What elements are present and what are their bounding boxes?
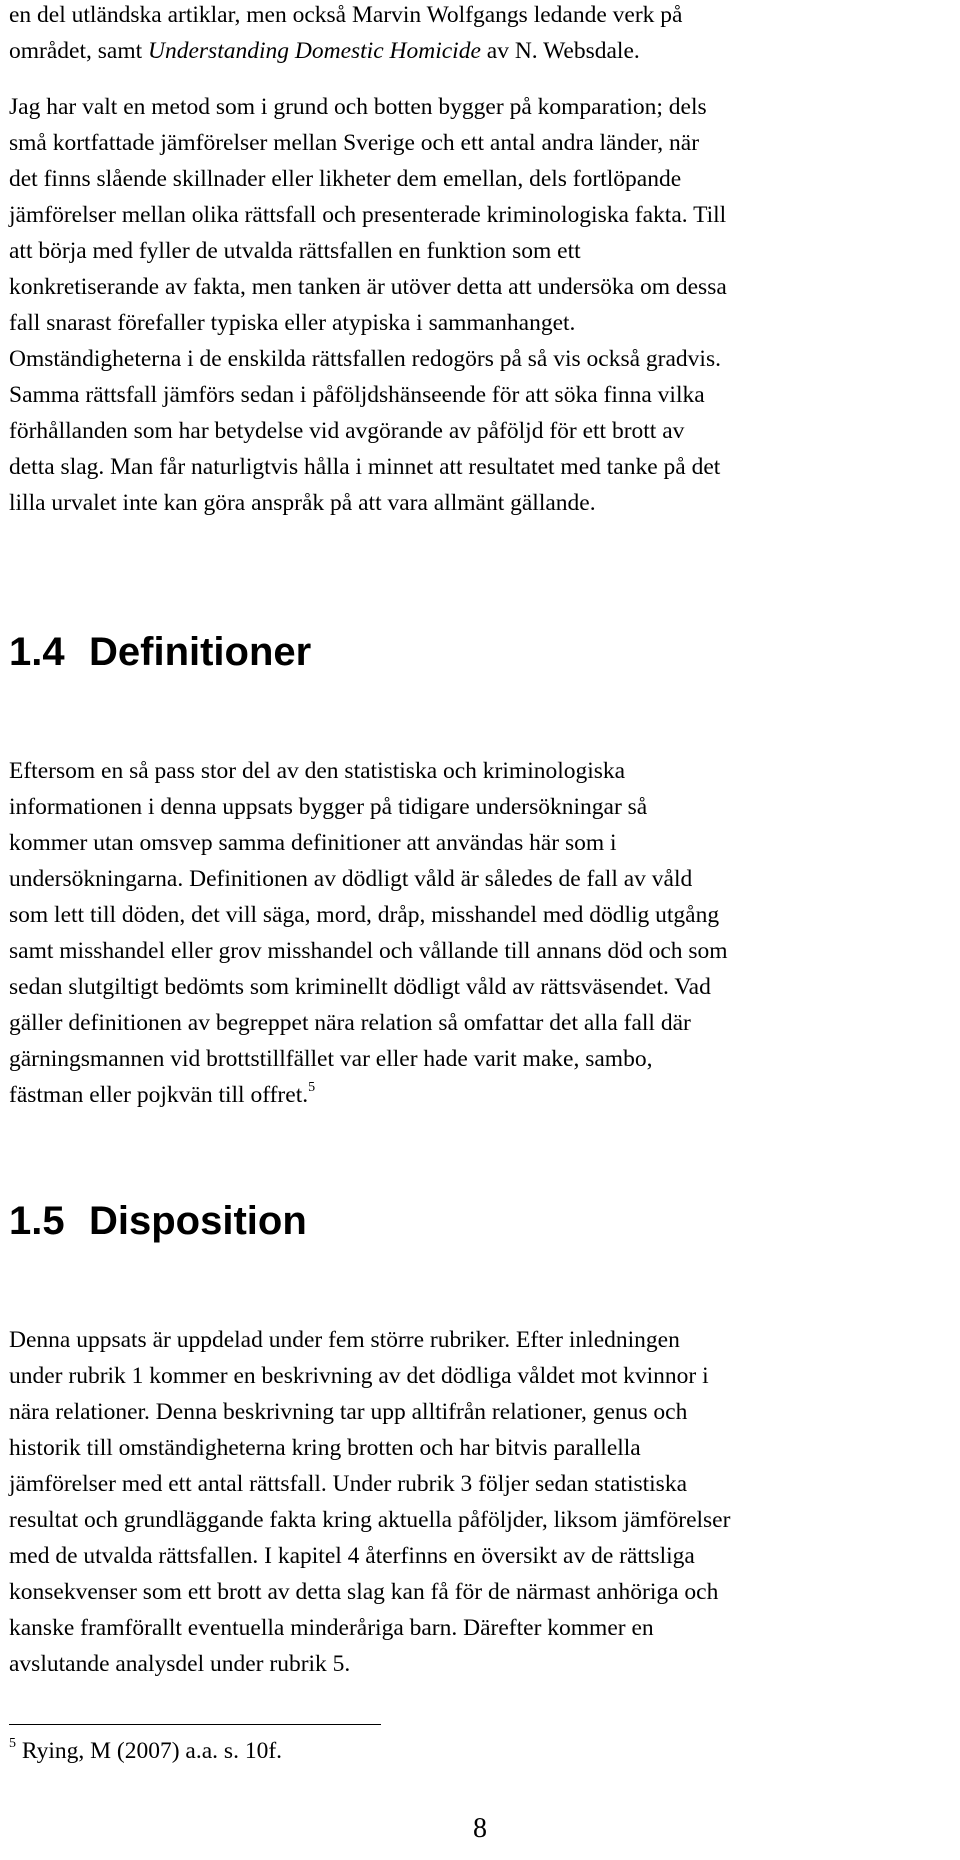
page-number: 8: [473, 1813, 487, 1844]
text-line: resultat och grundläggande fakta kring aktuella påföljder, liksom jämförelser: [9, 1507, 731, 1533]
text-line: nära relationer. Denna beskrivning tar upp alltifrån relationer, genus och: [9, 1399, 688, 1425]
text-line: lilla urvalet inte kan göra anspråk på att vara allmänt gällande.: [9, 490, 596, 516]
text-line: Denna uppsats är uppdelad under fem större rubriker. Efter inledningen: [9, 1327, 680, 1353]
footnote-number: 5: [9, 1736, 16, 1751]
text-line: detta slag. Man får naturligtvis hålla i minnet att resultatet med tanke på det: [9, 454, 721, 480]
text-line: fästman eller pojkvän till offret.$^5$: [9, 1080, 316, 1108]
text-line: att börja med fyller de utvalda rättsfallen en funktion som ett: [9, 238, 581, 264]
text-line: det finns slående skillnader eller likheter dem emellan, dels fortlöpande: [9, 166, 682, 192]
text-line: konkretiserande av fakta, men tanken är utöver detta att undersöka om dessa: [9, 274, 727, 300]
text-line: Omständigheterna i de enskilda rättsfallen redogörs på så vis också gradvis.: [9, 346, 721, 372]
definitions-paragraph: [9, 753, 949, 1113]
section-heading-disposition: [9, 1198, 307, 1244]
intro-paragraph: [9, 0, 949, 69]
text-line: under rubrik 1 kommer en beskrivning av det dödliga våldet mot kvinnor i: [9, 1363, 709, 1389]
text-line: samt misshandel eller grov misshandel och vållande till annans död och som: [9, 938, 728, 964]
footnote: [9, 1735, 282, 1767]
text-line: avslutande analysdel under rubrik 5.: [9, 1651, 351, 1677]
method-paragraph: [9, 89, 949, 521]
text-line: historik till omständigheterna kring brotten och har bitvis parallella: [9, 1435, 641, 1461]
text-line: Jag har valt en metod som i grund och botten bygger på komparation; dels: [9, 94, 707, 120]
text-line: som lett till döden, det vill säga, mord, dråp, misshandel med dödlig utgång: [9, 902, 720, 928]
text-line: undersökningarna. Definitionen av dödligt våld är således de fall av våld: [9, 866, 693, 892]
text-line: kommer utan omsvep samma definitioner att användas här som i: [9, 830, 617, 856]
disposition-paragraph: [9, 1322, 949, 1682]
text-line: jämförelser mellan olika rättsfall och presenterade kriminologiska fakta. Till: [9, 202, 727, 228]
text-line: Eftersom en så pass stor del av den statistiska och kriminologiska: [9, 758, 626, 784]
text-line: med de utvalda rättsfallen. I kapitel 4 återfinns en översikt av de rättsliga: [9, 1543, 695, 1569]
footnote-divider: [9, 1724, 381, 1725]
text-line: jämförelser med ett antal rättsfall. Under rubrik 3 följer sedan statistiska: [9, 1471, 688, 1497]
text-line: små kortfattade jämförelser mellan Sverige och ett antal andra länder, när: [9, 130, 700, 156]
footnote-reference: 5: [308, 1080, 316, 1095]
section-title: Definitioner: [89, 630, 312, 674]
section-number: 1.5: [9, 1199, 65, 1243]
text-line: Samma rättsfall jämförs sedan i påföljdshänseende för att söka finna vilka: [9, 382, 705, 408]
section-number: 1.4: [9, 630, 65, 674]
text-line: förhållanden som har betydelse vid avgörande av påföljd för ett brott av: [9, 418, 685, 444]
section-title: Disposition: [89, 1199, 307, 1243]
text-line: informationen i denna uppsats bygger på tidigare undersökningar så: [9, 794, 648, 820]
text-line: gäller definitionen av begreppet nära relation så omfattar det alla fall där: [9, 1010, 691, 1036]
text-line: en del utländska artiklar, men också Marvin Wolfgangs ledande verk på: [9, 2, 683, 28]
section-heading-definitions: [9, 629, 311, 675]
text-line: sedan slutgiltigt bedömts som kriminellt dödligt våld av rättsväsendet. Vad: [9, 974, 711, 1000]
text-line: gärningsmannen vid brottstillfället var eller hade varit make, sambo,: [9, 1046, 653, 1072]
text-line: kanske framförallt eventuella minderåriga barn. Därefter kommer en: [9, 1615, 654, 1641]
text-line: konsekvenser som ett brott av detta slag kan få för de närmast anhöriga och: [9, 1579, 719, 1605]
text-line: fall snarast förefaller typiska eller atypiska i sammanhanget.: [9, 310, 576, 336]
footnote-text: Rying, M (2007) a.a. s. 10f.: [16, 1738, 283, 1764]
text-line: området, samt Understanding Domestic Homicide av N. Websdale.: [9, 38, 640, 64]
book-title: Understanding Domestic Homicide: [148, 38, 481, 64]
